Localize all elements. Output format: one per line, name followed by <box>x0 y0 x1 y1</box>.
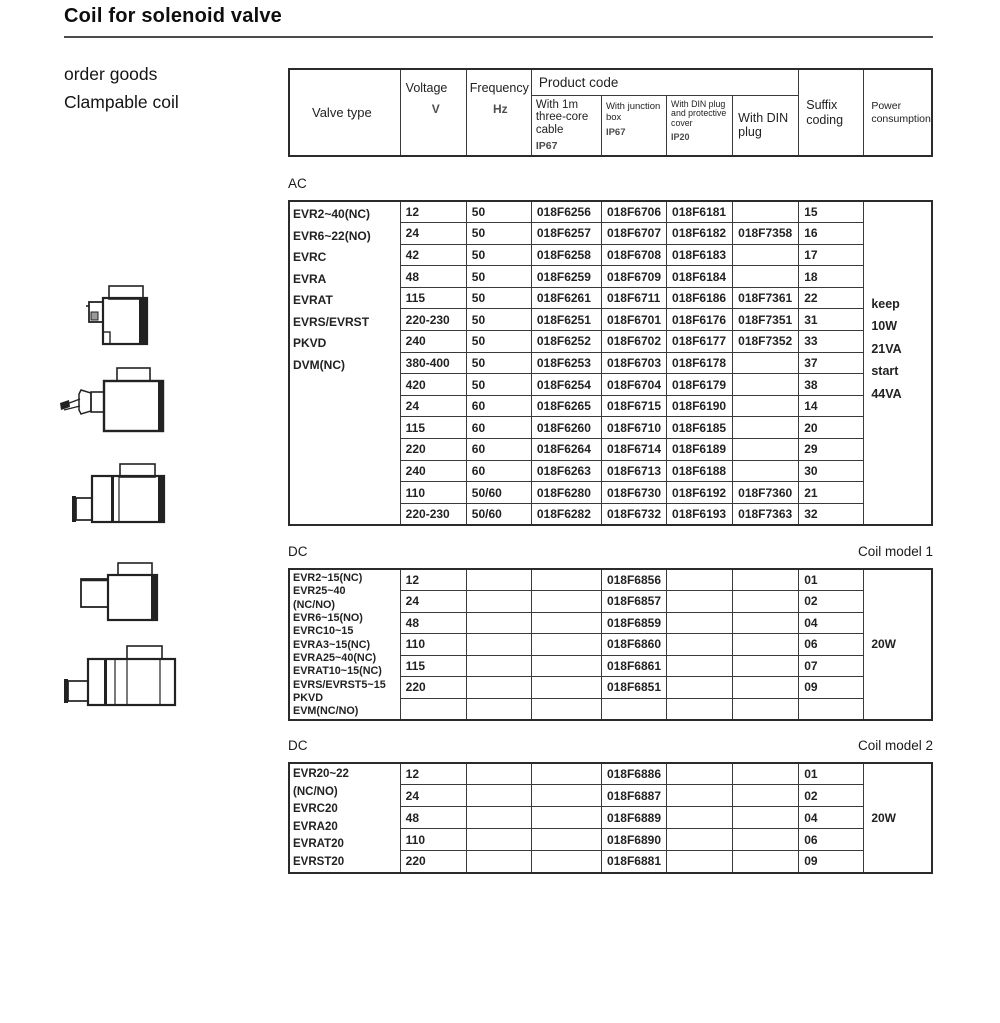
cell-frequency: 50 <box>466 352 531 374</box>
cell-junction: 018F6860 <box>601 634 666 656</box>
cell-junction: 018F6703 <box>601 352 666 374</box>
cell-suffix: 06 <box>799 634 864 656</box>
cell-voltage: 12 <box>400 201 466 223</box>
cell-dinplug <box>733 201 799 223</box>
power-consumption-cell <box>864 569 932 720</box>
cell-suffix: 17 <box>799 244 864 266</box>
cell-suffix: 18 <box>799 266 864 288</box>
header-suffix-coding: Suffix coding <box>799 69 864 156</box>
cell-dinplug <box>733 352 799 374</box>
cell-dincover <box>667 807 733 829</box>
valve-type-list <box>289 763 400 873</box>
cell-dinplug <box>733 612 799 634</box>
cell-cable: 018F6282 <box>531 503 601 525</box>
valve-type: EVRAT <box>293 293 333 307</box>
valve-type-list <box>289 201 400 525</box>
coil-clampable-side-view-drawing <box>70 459 166 530</box>
cell-frequency <box>466 677 531 699</box>
cell-cable: 018F6260 <box>531 417 601 439</box>
cell-cable: 018F6251 <box>531 309 601 331</box>
cell-frequency: 60 <box>466 417 531 439</box>
cell-cable <box>531 763 601 785</box>
cell-dinplug <box>733 807 799 829</box>
cell-junction: 018F6706 <box>601 201 666 223</box>
cell-dincover: 018F6188 <box>667 460 733 482</box>
cell-frequency: 50 <box>466 309 531 331</box>
header-voltage <box>400 69 466 156</box>
cell-junction: 018F6889 <box>601 807 666 829</box>
cell-voltage: 420 <box>400 374 466 396</box>
cell-voltage: 42 <box>400 244 466 266</box>
valve-type: EVRA25~40(NC) <box>293 652 377 665</box>
cell-suffix: 01 <box>799 763 864 785</box>
cell-cable <box>531 634 601 656</box>
valve-type: (NC/NO) <box>293 598 335 611</box>
cell-voltage: 220 <box>400 851 466 873</box>
cell-suffix: 02 <box>799 591 864 613</box>
cell-dinplug <box>733 439 799 461</box>
cell-dinplug <box>733 829 799 851</box>
cell-junction <box>601 698 666 720</box>
header-frequency <box>466 69 531 156</box>
cell-junction: 018F6856 <box>601 569 666 591</box>
cell-frequency <box>466 569 531 591</box>
cell-cable <box>531 591 601 613</box>
coil-model-1-label: Coil model 1 <box>857 544 933 559</box>
cell-cable: 018F6263 <box>531 460 601 482</box>
cell-dinplug <box>733 417 799 439</box>
cell-voltage: 48 <box>400 807 466 829</box>
cell-junction: 018F6732 <box>601 503 666 525</box>
cell-frequency <box>466 698 531 720</box>
coil-model-1-drawing <box>80 562 160 627</box>
cell-dinplug <box>733 763 799 785</box>
cell-dincover <box>667 591 733 613</box>
cell-dincover: 018F6192 <box>667 482 733 504</box>
cell-frequency <box>466 655 531 677</box>
cell-voltage: 115 <box>400 287 466 309</box>
cell-suffix: 02 <box>799 785 864 807</box>
cell-dincover: 018F6186 <box>667 287 733 309</box>
header-with-junction-box-label: With junction box <box>605 100 661 123</box>
cell-cable <box>531 851 601 873</box>
cell-junction: 018F6709 <box>601 266 666 288</box>
cell-suffix: 14 <box>799 395 864 417</box>
cell-dincover <box>667 829 733 851</box>
cell-dincover: 018F6176 <box>667 309 733 331</box>
cell-dinplug: 018F7363 <box>733 503 799 525</box>
cell-junction: 018F6708 <box>601 244 666 266</box>
ac-table <box>288 200 933 526</box>
header-frequency-unit: Hz <box>492 102 508 116</box>
cell-frequency: 50 <box>466 331 531 353</box>
coil-with-cable-gland-drawing <box>60 366 182 439</box>
cell-suffix: 09 <box>799 677 864 699</box>
cell-frequency: 50 <box>466 374 531 396</box>
cell-dincover: 018F6179 <box>667 374 733 396</box>
valve-type: PKVD <box>293 692 323 705</box>
cell-suffix: 38 <box>799 374 864 396</box>
header-power-consumption: Power consumption <box>864 69 932 156</box>
page-title: Coil for solenoid valve <box>64 5 282 27</box>
cell-dincover <box>667 612 733 634</box>
cell-suffix: 15 <box>799 201 864 223</box>
power-consumption-line: 20W <box>871 637 897 652</box>
cell-dincover: 018F6178 <box>667 352 733 374</box>
cell-junction: 018F6713 <box>601 460 666 482</box>
valve-type: EVR20~22 <box>293 768 349 780</box>
cell-dincover <box>667 763 733 785</box>
cell-frequency: 50/60 <box>466 503 531 525</box>
cell-frequency <box>466 634 531 656</box>
cell-dinplug <box>733 266 799 288</box>
cell-suffix: 31 <box>799 309 864 331</box>
cell-dincover: 018F6189 <box>667 439 733 461</box>
cell-junction: 018F6861 <box>601 655 666 677</box>
cell-dinplug: 018F7358 <box>733 223 799 245</box>
header-with-cable-ip: IP67 <box>535 140 558 153</box>
cell-frequency <box>466 807 531 829</box>
valve-type: EVR25~40 <box>293 585 346 598</box>
cell-junction: 018F6707 <box>601 223 666 245</box>
cell-suffix: 33 <box>799 331 864 353</box>
cell-dinplug: 018F7351 <box>733 309 799 331</box>
header-product-code: Product code <box>531 69 798 95</box>
cell-dinplug <box>733 634 799 656</box>
coil-with-din-plug-drawing <box>86 282 152 353</box>
cell-frequency: 60 <box>466 439 531 461</box>
cell-junction: 018F6715 <box>601 395 666 417</box>
cell-dinplug <box>733 851 799 873</box>
coil-model-2-label: Coil model 2 <box>857 738 933 753</box>
cell-dincover <box>667 655 733 677</box>
cell-voltage: 48 <box>400 266 466 288</box>
valve-type: EVRAT20 <box>293 838 344 851</box>
valve-type: EVRC <box>293 250 327 264</box>
header-voltage-label: Voltage <box>405 81 448 95</box>
valve-type: EVRA3~15(NC) <box>293 638 371 651</box>
cell-suffix <box>799 698 864 720</box>
valve-type-list <box>289 569 400 720</box>
cell-junction: 018F6890 <box>601 829 666 851</box>
cell-cable <box>531 785 601 807</box>
cell-junction: 018F6714 <box>601 439 666 461</box>
cell-junction: 018F6881 <box>601 851 666 873</box>
cell-frequency <box>466 591 531 613</box>
power-consumption-line: 10W <box>871 319 898 334</box>
cell-dinplug <box>733 698 799 720</box>
cell-cable: 018F6256 <box>531 201 601 223</box>
table-row <box>289 569 932 591</box>
cell-suffix: 09 <box>799 851 864 873</box>
header-voltage-unit: V <box>431 102 440 116</box>
section-label-ac: AC <box>288 176 307 191</box>
cell-voltage: 220 <box>400 439 466 461</box>
valve-type: EVRC10~15 <box>293 625 354 638</box>
valve-type: PKVD <box>293 336 327 350</box>
valve-type: DVM(NC) <box>293 357 345 372</box>
cell-frequency <box>466 763 531 785</box>
cell-dincover <box>667 677 733 699</box>
cell-frequency <box>466 785 531 807</box>
cell-dincover <box>667 785 733 807</box>
cell-suffix: 07 <box>799 655 864 677</box>
cell-frequency: 50 <box>466 201 531 223</box>
cell-dincover <box>667 569 733 591</box>
cell-cable: 018F6254 <box>531 374 601 396</box>
cell-junction: 018F6886 <box>601 763 666 785</box>
cell-voltage: 12 <box>400 763 466 785</box>
power-consumption-line: 20W <box>871 810 897 825</box>
cell-suffix: 04 <box>799 807 864 829</box>
cell-cable: 018F6258 <box>531 244 601 266</box>
cell-cable: 018F6280 <box>531 482 601 504</box>
section-label-dc1: DC <box>288 544 308 559</box>
cell-junction: 018F6711 <box>601 287 666 309</box>
cell-cable <box>531 569 601 591</box>
dc2-section-caption <box>288 738 933 758</box>
header-frequency-label: Frequency <box>469 81 529 95</box>
cell-dinplug <box>733 569 799 591</box>
cell-junction: 018F6702 <box>601 331 666 353</box>
cell-voltage: 240 <box>400 331 466 353</box>
valve-type: EVRA20 <box>293 820 338 833</box>
cell-cable: 018F6257 <box>531 223 601 245</box>
table-row <box>289 763 932 785</box>
cell-frequency: 50 <box>466 287 531 309</box>
cell-suffix: 22 <box>799 287 864 309</box>
dc-coil-model-1-table <box>288 568 933 721</box>
header-with-junction-box-ip: IP67 <box>605 126 626 138</box>
cell-voltage: 220 <box>400 677 466 699</box>
cell-voltage: 220-230 <box>400 309 466 331</box>
cell-voltage: 240 <box>400 460 466 482</box>
cell-frequency <box>466 829 531 851</box>
cell-dinplug <box>733 374 799 396</box>
cell-cable <box>531 612 601 634</box>
cell-dinplug <box>733 244 799 266</box>
valve-type: EVR2~40(NC) <box>293 207 371 221</box>
cell-dinplug <box>733 395 799 417</box>
cell-cable <box>531 677 601 699</box>
cell-frequency: 50 <box>466 266 531 288</box>
cell-suffix: 29 <box>799 439 864 461</box>
cell-suffix: 30 <box>799 460 864 482</box>
cell-voltage: 24 <box>400 591 466 613</box>
section-label-dc2: DC <box>288 738 308 753</box>
product-code-header-table <box>288 68 933 157</box>
cell-frequency: 60 <box>466 395 531 417</box>
cell-dincover: 018F6182 <box>667 223 733 245</box>
cell-suffix: 20 <box>799 417 864 439</box>
valve-type: EVM(NC/NO) <box>293 705 359 718</box>
cell-dincover: 018F6193 <box>667 503 733 525</box>
coil-model-2-drawing <box>61 641 177 712</box>
ac-section-caption <box>288 176 933 196</box>
cell-cable: 018F6259 <box>531 266 601 288</box>
cell-dinplug <box>733 460 799 482</box>
valve-type: EVRS/EVRST <box>293 314 370 329</box>
power-consumption-line: start <box>871 364 899 379</box>
power-consumption-cell <box>864 201 932 525</box>
cell-voltage: 24 <box>400 223 466 245</box>
intro-line-order-goods: order goods <box>64 64 158 84</box>
cell-voltage <box>400 698 466 720</box>
cell-cable <box>531 829 601 851</box>
cell-dincover: 018F6190 <box>667 395 733 417</box>
cell-junction: 018F6887 <box>601 785 666 807</box>
cell-cable <box>531 698 601 720</box>
cell-dinplug: 018F7360 <box>733 482 799 504</box>
cell-voltage: 24 <box>400 395 466 417</box>
cell-voltage: 12 <box>400 569 466 591</box>
header-with-din-plug: With DIN plug <box>733 95 799 156</box>
cell-frequency: 50/60 <box>466 482 531 504</box>
cell-dincover <box>667 851 733 873</box>
cell-junction: 018F6857 <box>601 591 666 613</box>
cell-junction: 018F6704 <box>601 374 666 396</box>
cell-suffix: 37 <box>799 352 864 374</box>
cell-voltage: 110 <box>400 634 466 656</box>
header-valve-type: Valve type <box>289 69 400 156</box>
intro-line-clampable-coil: Clampable coil <box>64 92 179 112</box>
cell-frequency: 60 <box>466 460 531 482</box>
valve-type: EVR6~15(NO) <box>293 612 363 625</box>
cell-junction: 018F6710 <box>601 417 666 439</box>
title-divider <box>64 36 933 38</box>
cell-cable: 018F6253 <box>531 352 601 374</box>
valve-type: EVR6~22(NO) <box>293 228 371 243</box>
cell-voltage: 220-230 <box>400 503 466 525</box>
cell-cable: 018F6252 <box>531 331 601 353</box>
cell-frequency <box>466 612 531 634</box>
cell-voltage: 115 <box>400 655 466 677</box>
cell-voltage: 110 <box>400 482 466 504</box>
cell-dincover: 018F6181 <box>667 201 733 223</box>
cell-dinplug: 018F7361 <box>733 287 799 309</box>
cell-voltage: 115 <box>400 417 466 439</box>
valve-type: EVRAT10~15(NC) <box>293 665 382 678</box>
header-with-din-cover-ip: IP20 <box>671 131 690 142</box>
cell-dinplug <box>733 655 799 677</box>
cell-junction: 018F6701 <box>601 309 666 331</box>
header-with-junction-box <box>601 95 666 156</box>
cell-suffix: 16 <box>799 223 864 245</box>
cell-cable: 018F6264 <box>531 439 601 461</box>
header-with-cable-label: With 1m three-core cable <box>535 98 589 136</box>
cell-voltage: 48 <box>400 612 466 634</box>
cell-dincover: 018F6177 <box>667 331 733 353</box>
cell-dincover: 018F6185 <box>667 417 733 439</box>
cell-suffix: 21 <box>799 482 864 504</box>
cell-dinplug <box>733 591 799 613</box>
cell-junction: 018F6859 <box>601 612 666 634</box>
cell-suffix: 32 <box>799 503 864 525</box>
cell-cable <box>531 655 601 677</box>
valve-type: EVRA <box>293 271 327 286</box>
cell-dinplug <box>733 677 799 699</box>
cell-dincover <box>667 698 733 720</box>
cell-suffix: 01 <box>799 569 864 591</box>
cell-junction: 018F6851 <box>601 677 666 699</box>
cell-junction: 018F6730 <box>601 482 666 504</box>
header-with-cable <box>531 95 601 156</box>
dc1-section-caption <box>288 544 933 564</box>
header-with-din-cover-label: With DIN plug and protective cover <box>671 98 727 129</box>
valve-type: (NC/NO) <box>293 785 338 798</box>
valve-type: EVRC20 <box>293 803 338 816</box>
table-row <box>289 201 932 223</box>
power-consumption-line: 44VA <box>871 386 902 401</box>
dc-coil-model-2-table <box>288 762 933 874</box>
cell-cable <box>531 807 601 829</box>
valve-type: EVRS/EVRST5~15 <box>293 678 386 691</box>
cell-suffix: 04 <box>799 612 864 634</box>
cell-suffix: 06 <box>799 829 864 851</box>
power-consumption-cell <box>864 763 932 873</box>
power-consumption-line: keep <box>871 296 900 311</box>
header-with-din-cover <box>667 95 733 156</box>
cell-frequency <box>466 851 531 873</box>
cell-dinplug <box>733 785 799 807</box>
cell-cable: 018F6261 <box>531 287 601 309</box>
intro-text <box>64 60 179 116</box>
cell-frequency: 50 <box>466 244 531 266</box>
cell-voltage: 380-400 <box>400 352 466 374</box>
cell-dincover <box>667 634 733 656</box>
valve-type: EVRST20 <box>293 855 345 868</box>
cell-dincover: 018F6184 <box>667 266 733 288</box>
cell-voltage: 24 <box>400 785 466 807</box>
cell-frequency: 50 <box>466 223 531 245</box>
cell-dincover: 018F6183 <box>667 244 733 266</box>
valve-type: EVR2~15(NC) <box>293 572 363 584</box>
cell-voltage: 110 <box>400 829 466 851</box>
power-consumption-line: 21VA <box>871 341 902 356</box>
cell-cable: 018F6265 <box>531 395 601 417</box>
cell-dinplug: 018F7352 <box>733 331 799 353</box>
